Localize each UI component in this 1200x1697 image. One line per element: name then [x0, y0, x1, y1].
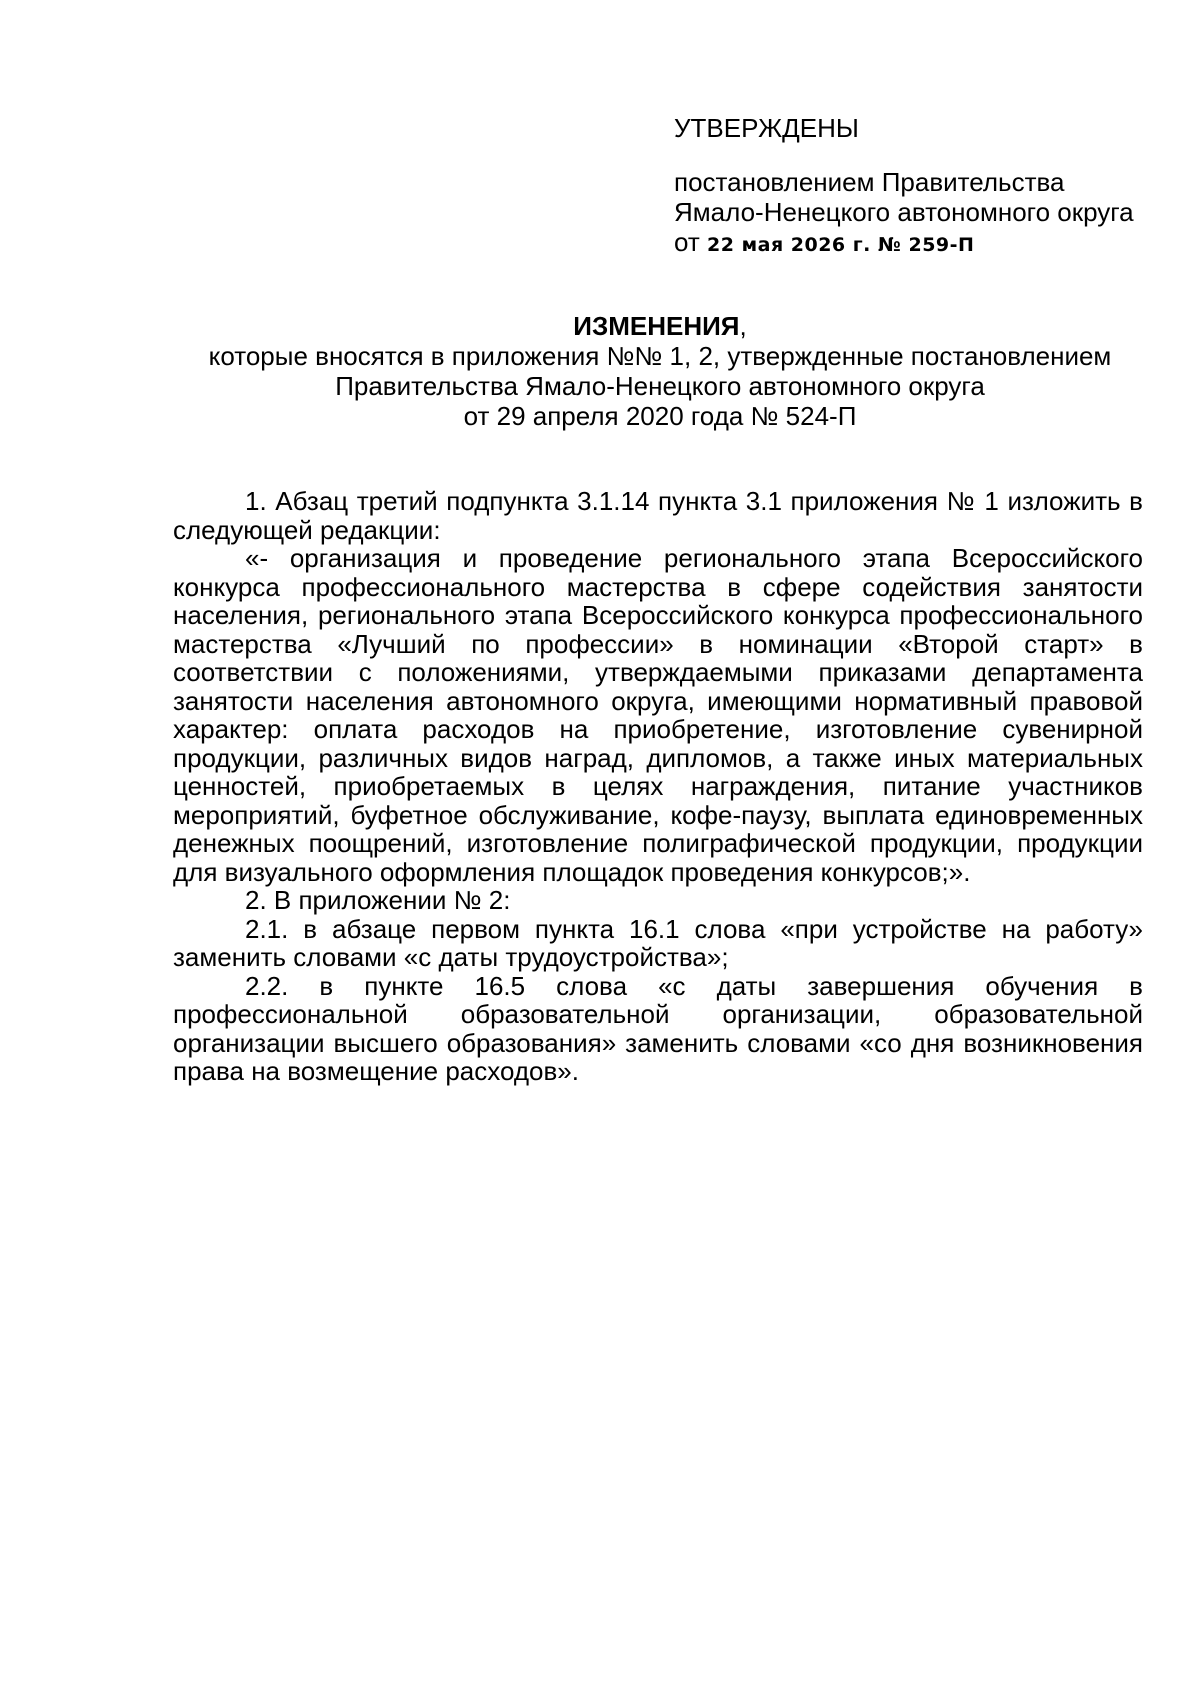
document-body	[173, 487, 1143, 1086]
paragraph-2-2: 2.2. в пункте 16.5 слова «с даты завершения обучения в профессиональной образовательной организации, образовательной организации высшего образования» заменить словами «со дня возникновения права на возмещение расходов».	[173, 970, 1143, 1086]
approval-date-line	[674, 227, 1174, 260]
paragraph-2-1: 2.1. в абзаце первом пункта 16.1 слова «при устройстве на работу» заменить словами «с даты трудоустройства»;	[173, 913, 1143, 972]
paragraph-2: 2. В приложении № 2:	[245, 885, 511, 915]
paragraph-1: 1. Абзац третий подпункта 3.1.14 пункта 3.1 приложения № 1 изложить в следующей редакции:	[173, 486, 1143, 545]
document-title-text: ИЗМЕНЕНИЯ	[573, 311, 740, 341]
approval-line-2: Ямало-Ненецкого автономного округа	[674, 197, 1134, 227]
approval-stamp: УТВЕРЖДЕНЫ	[674, 113, 859, 143]
document-title	[130, 311, 1190, 341]
approval-date-prefix: от	[674, 227, 700, 257]
document-title-block	[130, 311, 1190, 431]
approval-date-value: 22 мая 2026 г. № 259-П	[707, 234, 975, 256]
document-subtitle-line-3: от 29 апреля 2020 года № 524-П	[463, 401, 857, 431]
approval-block	[674, 113, 1174, 260]
approval-line-1: постановлением Правительства	[674, 167, 1065, 197]
paragraph-quote: «- организация и проведение регионального этапа Всероссийского конкурса профессионального мастерства в сфере содействия занятости населения, регионального этапа Всероссийского конкурса профессионального мастерства «Лучший по профессии» в номинации «Второй старт» в соответствии с положениями, утверждаемыми приказами департамента занятости населения автономного округа, имеющими нормативный правовой характер: оплата расходов на приобретение, изготовление сувенирной продукции, различных видов наград, дипломов, а также иных материальных ценностей, приобретаемых в целях награждения, питание участников мероприятий, буфетное обслуживание, кофе-паузу, выплата единовременных денежных поощрений, изготовление полиграфической продукции, продукции для визуального оформления площадок проведения конкурсов;».	[173, 543, 1143, 887]
document-subtitle-line-1: которые вносятся в приложения №№ 1, 2, утвержденные постановлением	[208, 341, 1112, 371]
document-subtitle-line-2: Правительства Ямало-Ненецкого автономного округа	[335, 371, 985, 401]
document-title-suffix: ,	[739, 311, 747, 341]
